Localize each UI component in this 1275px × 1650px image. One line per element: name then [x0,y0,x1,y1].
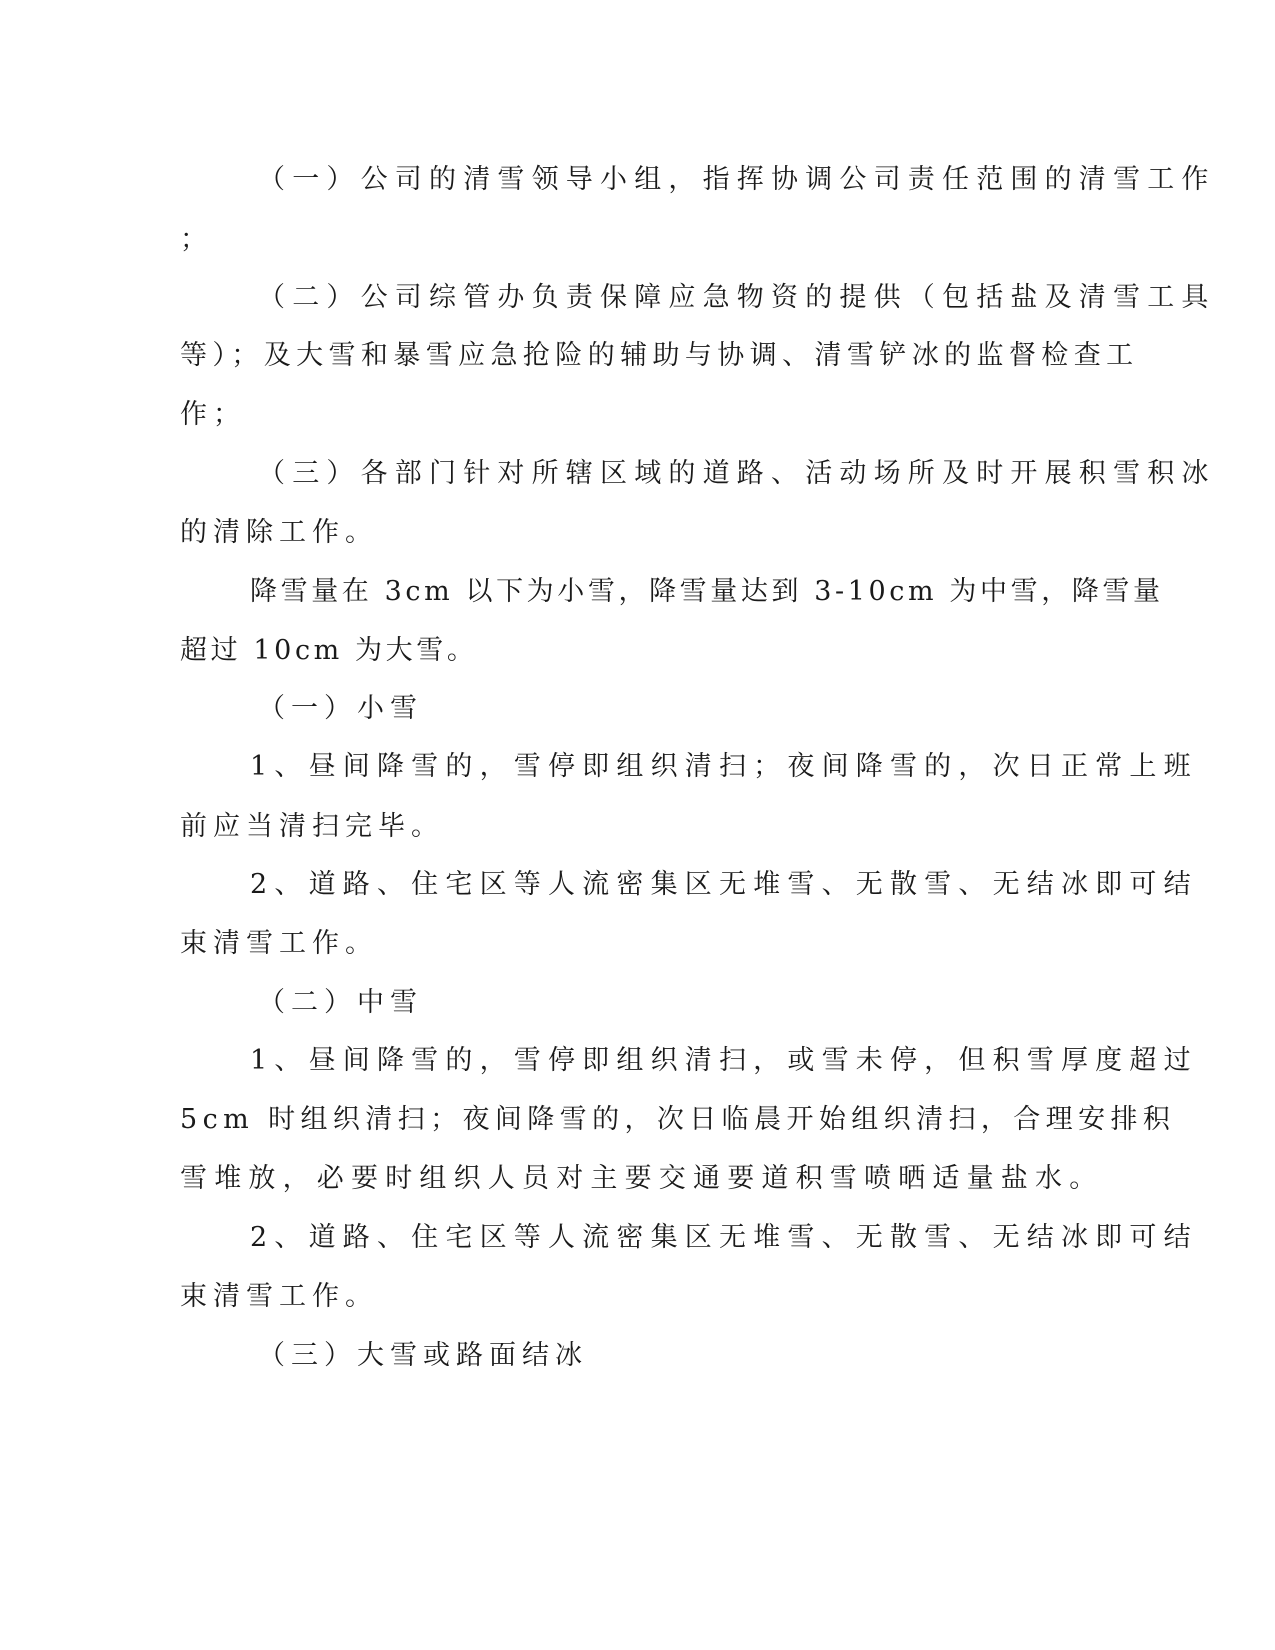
paragraph-line: 前应当清扫完毕。 [180,811,444,842]
section-heading: （三）大雪或路面结冰 [258,1340,588,1371]
paragraph-line: 束清雪工作。 [180,1281,378,1312]
paragraph-line: 束清雪工作。 [180,928,378,959]
paragraph-line: （二）公司综管办负责保障应急物资的提供（包括盐及清雪工具 [258,282,1216,313]
section-heading: （一）小雪 [258,693,423,724]
paragraph-line: 2、道路、住宅区等人流密集区无堆雪、无散雪、无结冰即可结 [250,869,1198,900]
paragraph-line: （一）公司的清雪领导小组，指挥协调公司责任范围的清雪工作 [258,164,1216,195]
paragraph-line: 等）；及大雪和暴雪应急抢险的辅助与协调、清雪铲冰的监督检查工 [180,340,1139,371]
paragraph-line: 1、昼间降雪的，雪停即组织清扫；夜间降雪的，次日正常上班 [250,751,1198,782]
paragraph-line: ； [180,224,213,255]
paragraph-line: 的清除工作。 [180,517,378,548]
paragraph-line: 1、昼间降雪的，雪停即组织清扫，或雪未停，但积雪厚度超过 [250,1045,1198,1076]
paragraph-line: 作； [180,399,246,430]
paragraph-line: 超过 10cm 为大雪。 [180,635,478,666]
section-heading: （二）中雪 [258,987,423,1018]
paragraph-line: （三）各部门针对所辖区域的道路、活动场所及时开展积雪积冰 [258,458,1216,489]
paragraph-line: 雪堆放，必要时组织人员对主要交通要道积雪喷晒适量盐水。 [180,1163,1104,1194]
paragraph-line: 5cm 时组织清扫；夜间降雪的，次日临晨开始组织清扫，合理安排积 [180,1104,1176,1135]
paragraph-line: 降雪量在 3cm 以下为小雪，降雪量达到 3-10cm 为中雪，降雪量 [250,576,1164,607]
paragraph-line: 2、道路、住宅区等人流密集区无堆雪、无散雪、无结冰即可结 [250,1222,1198,1253]
